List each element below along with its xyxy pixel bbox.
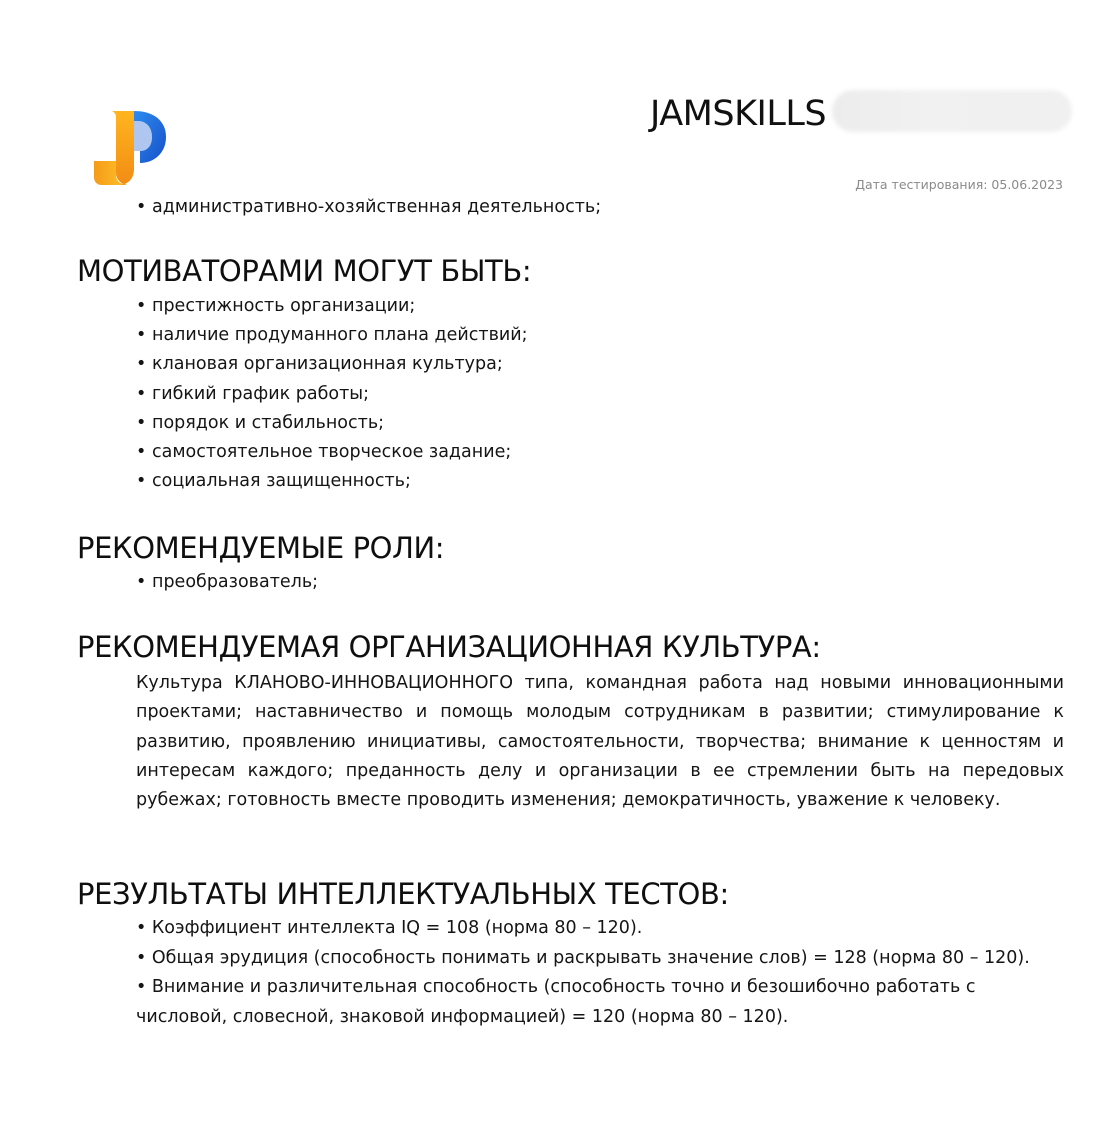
test-result-iq: • Коэффициент интеллекта IQ = 108 (норма 80 – 120). — [136, 918, 643, 938]
list-item: • престижность организации; — [136, 292, 528, 321]
list-item: • гибкий график работы; — [136, 380, 528, 409]
list-item: • клановая организационная культура; — [136, 350, 528, 379]
tests-results — [136, 914, 1056, 1032]
activity-list — [136, 193, 601, 222]
redacted-blur-overlay — [832, 90, 1072, 132]
roles-heading: РЕКОМЕНДУЕМЫЕ РОЛИ: — [77, 531, 445, 565]
test-date: Дата тестирования: 05.06.2023 — [855, 177, 1063, 192]
motivators-list — [136, 292, 528, 496]
list-item: • преобразователь; — [136, 568, 318, 597]
culture-paragraph: Культура КЛАНОВО-ИННОВАЦИОННОГО типа, командная работа над новыми инновационными проектами; наставничество и помощь молодым сотрудникам в развитии; стимулирование к развитию, проявлению инициативы, самостоятельности, творчества; внимание к ценностям и интересам каждого; преданность делу и организации в ее стремлении быть на передовых рубежах; готовность вместе проводить изменения; демократичность, уважение к человеку. — [136, 673, 1064, 811]
culture-heading: РЕКОМЕНДУЕМАЯ ОРГАНИЗАЦИОННАЯ КУЛЬТУРА: — [77, 630, 821, 664]
jamskills-logo-icon — [90, 105, 170, 187]
list-item: • самостоятельное творческое задание; — [136, 438, 528, 467]
motivators-heading: МОТИВАТОРАМИ МОГУТ БЫТЬ: — [77, 254, 532, 288]
brand-title: JAMSKILLS — [650, 94, 827, 134]
tests-heading: РЕЗУЛЬТАТЫ ИНТЕЛЛЕКТУАЛЬНЫХ ТЕСТОВ: — [77, 877, 729, 911]
list-item: • наличие продуманного плана действий; — [136, 321, 528, 350]
list-item: • административно-хозяйственная деятельность; — [136, 193, 601, 222]
list-item: • социальная защищенность; — [136, 467, 528, 496]
list-item: • порядок и стабильность; — [136, 409, 528, 438]
test-result-erudition: • Общая эрудиция (способность понимать и раскрывать значение слов) = 128 (норма 80 – 120). — [136, 947, 1030, 968]
test-result-attention: • Внимание и различительная способность (способность точно и безошибочно работать с числовой, словесной, знаковой информацией) = 120 (норма 80 – 120). — [136, 977, 976, 1027]
roles-list — [136, 568, 318, 597]
